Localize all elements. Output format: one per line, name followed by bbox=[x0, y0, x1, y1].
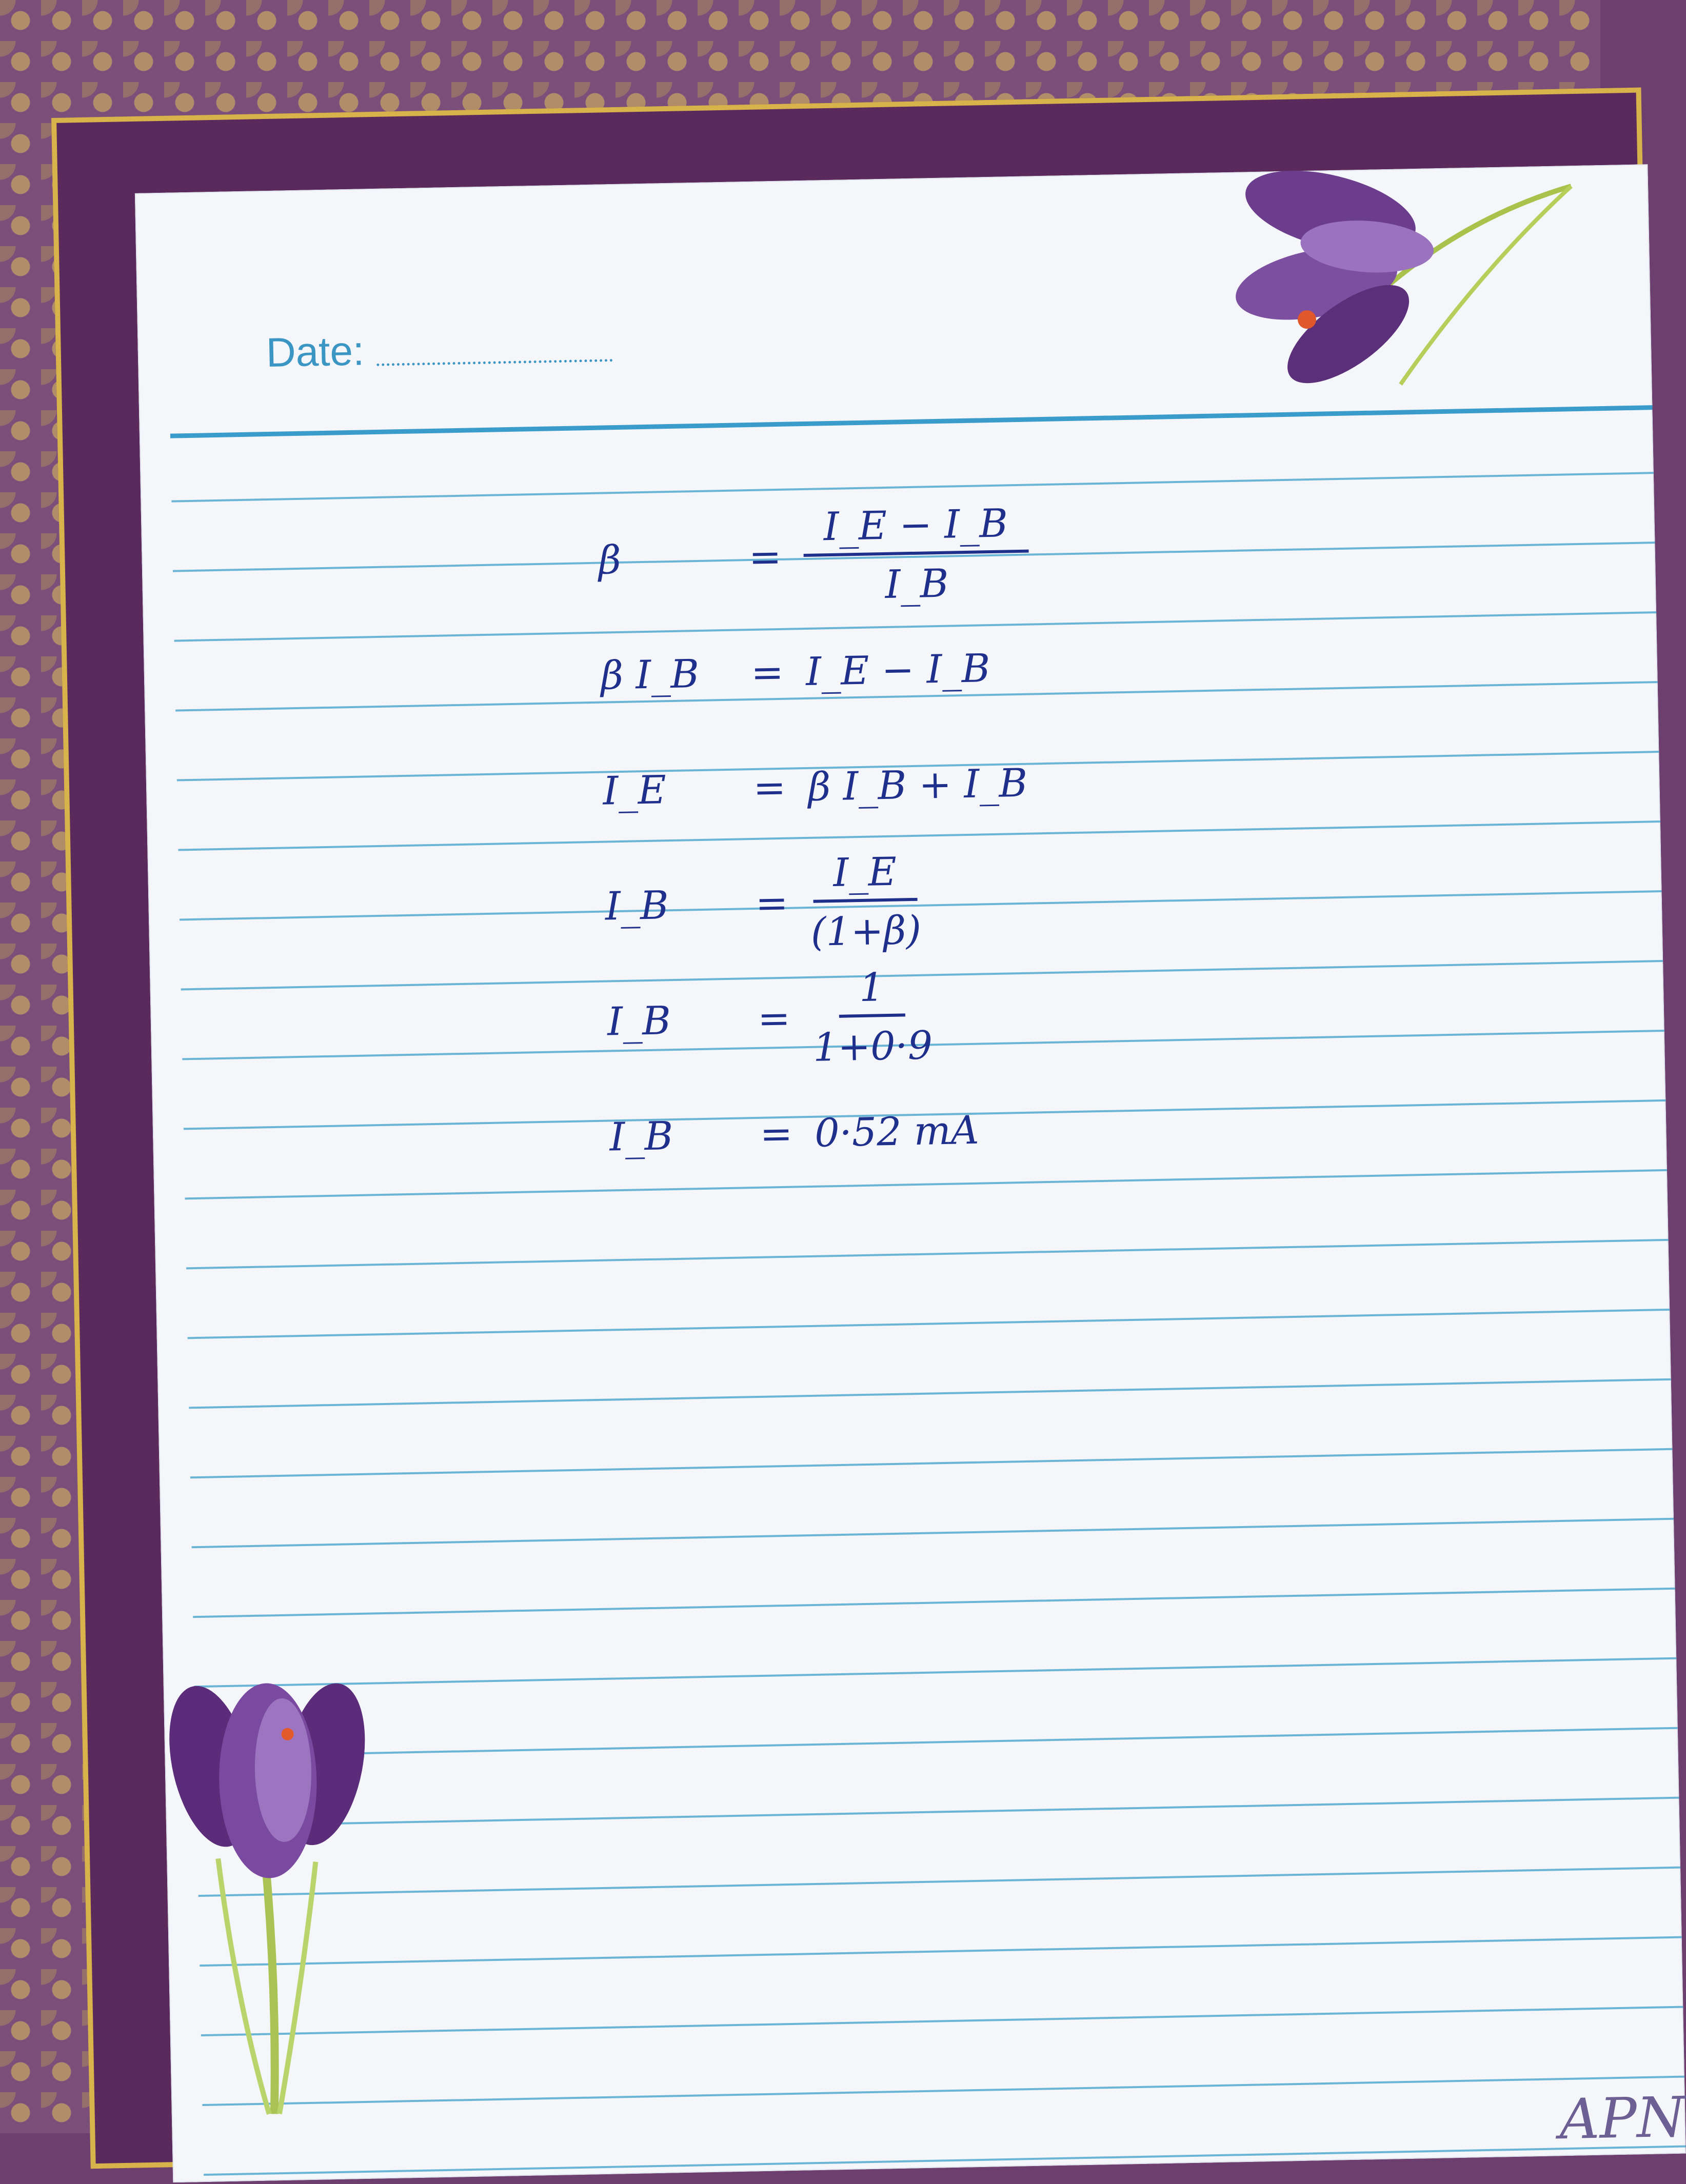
equation-lhs: β bbox=[598, 536, 622, 583]
equation-lhs: I_B bbox=[607, 997, 671, 1045]
equals-sign: = bbox=[755, 879, 789, 926]
equation-row bbox=[598, 492, 1164, 618]
equation-lhs: I_B bbox=[604, 882, 669, 929]
ruled-line bbox=[199, 1867, 1681, 1897]
ruled-line bbox=[201, 2006, 1683, 2036]
equation-rhs: I_E − I_B bbox=[805, 645, 991, 694]
fraction-denominator: I_B bbox=[884, 560, 949, 607]
equation-row bbox=[602, 723, 1168, 849]
date-field bbox=[266, 323, 613, 376]
equals-sign: = bbox=[750, 649, 784, 696]
equals-sign: = bbox=[748, 533, 782, 580]
date-label: Date: bbox=[266, 328, 365, 376]
ruled-line bbox=[197, 1797, 1679, 1827]
ruled-line bbox=[202, 2076, 1684, 2106]
crocus-flower-top-icon bbox=[1242, 145, 1586, 439]
ruled-line bbox=[186, 1239, 1669, 1269]
fraction-denominator: 1+0·9 bbox=[812, 1021, 933, 1070]
equation-lhs: I_E bbox=[602, 767, 667, 814]
equation-row bbox=[606, 953, 1173, 1079]
equation-lhs: I_B bbox=[609, 1113, 674, 1160]
equation-row bbox=[608, 1068, 1175, 1194]
ruled-line bbox=[194, 1657, 1677, 1688]
equation-rhs: 0·52 mA bbox=[814, 1107, 980, 1156]
fraction bbox=[809, 848, 922, 954]
ruled-line bbox=[188, 1309, 1670, 1339]
crocus-flower-bottom-icon bbox=[143, 1691, 418, 2116]
fraction-numerator: I_E − I_B bbox=[803, 499, 1029, 556]
ruled-line bbox=[200, 1936, 1682, 1967]
equation-row bbox=[600, 607, 1166, 733]
ruled-line bbox=[204, 2146, 1686, 2176]
equals-sign: = bbox=[759, 1110, 793, 1157]
equation-row bbox=[604, 837, 1171, 964]
ruled-line bbox=[192, 1518, 1674, 1548]
ruled-line bbox=[193, 1588, 1675, 1618]
equation-lhs: β I_B bbox=[600, 650, 700, 698]
fraction bbox=[803, 499, 1030, 608]
fraction-numerator: I_E bbox=[812, 848, 918, 903]
date-blank-line bbox=[377, 359, 613, 366]
brand-watermark: APN bbox=[1559, 2085, 1686, 2152]
equation-rhs: β I_B + I_B bbox=[807, 759, 1028, 810]
equals-sign: = bbox=[752, 764, 787, 811]
ruled-line bbox=[190, 1448, 1673, 1478]
handwritten-equations bbox=[598, 492, 1175, 1195]
ruled-paper bbox=[135, 164, 1686, 2182]
ruled-line bbox=[189, 1378, 1671, 1409]
ruled-line bbox=[195, 1727, 1678, 1757]
equals-sign: = bbox=[757, 995, 791, 1041]
fraction-denominator: (1+β) bbox=[810, 907, 922, 955]
notepad-page bbox=[51, 87, 1686, 2169]
fraction bbox=[811, 963, 933, 1070]
fraction-numerator: 1 bbox=[838, 964, 905, 1017]
